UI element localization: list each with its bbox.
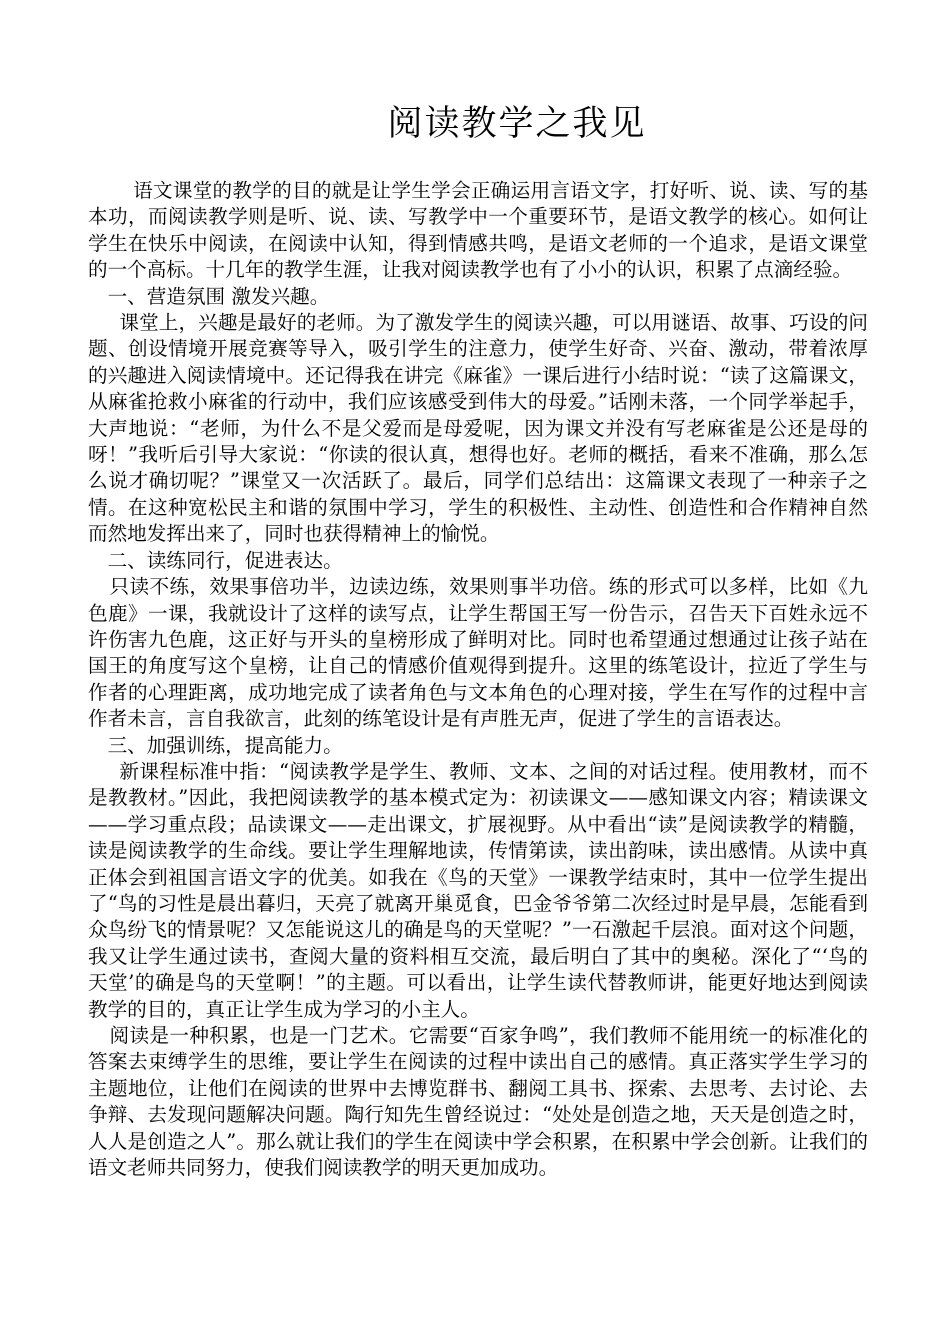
document-body [88, 178, 868, 1181]
section-3-paragraph: 新课程标准中指：“阅读教学是学生、教师、文本、之间的对话过程。使用教材，而不是教教材。”因此，我把阅读教学的基本模式定为：初读课文——感知课文内容；精读课文——学习重点段；品读课文——走出课文，扩展视野。从中看出“读”是阅读教学的精髓，读是阅读教学的生命线。要让学生理解地读，传情第读，读出韵味，读出感情。从读中真正体会到祖国言语文字的优美。如我在《鸟的天堂》一课教学结束时，其中一位学生提出了“鸟的习性是晨出暮归，天亮了就离开巢觅食，巴金爷爷第二次经过时是早晨，怎能看到众鸟纷飞的情景呢？又怎能说这儿的确是鸟的天堂呢？”一石激起千层浪。面对这个问题，我又让学生通过读书，查阅大量的资料相互交流，最后明白了其中的奥秘。深化了“‘鸟的天堂’的确是鸟的天堂啊！”的主题。可以看出，让学生读代替教师讲，能更好地达到阅读教学的目的，真正让学生成为学习的小主人。 [88, 759, 868, 1021]
conclusion-paragraph: 阅读是一种积累，也是一门艺术。它需要“百家争鸣”，我们教师不能用统一的标准化的答案去束缚学生的思维，要让学生在阅读的过程中读出自己的感情。真正落实学生学习的主题地位，让他们在阅读的世界中去博览群书、翻阅工具书、探索、去思考、去讨论、去争辩、去发现问题解决问题。陶行知先生曾经说过：“处处是创造之地，天天是创造之时，人人是创造之人”。那么就让我们的学生在阅读中学会积累，在积累中学会创新。让我们的语文老师共同努力，使我们阅读教学的明天更加成功。 [88, 1024, 868, 1180]
section-heading-2: 二、读练同行，促进表达。 [107, 548, 343, 572]
section-2-paragraph: 只读不练，效果事倍功半，边读边练，效果则事半功倍。练的形式可以多样，比如《九色鹿》一课，我就设计了这样的读写点，让学生帮国王写一份告示，召告天下百姓永远不许伤害九色鹿，这正好与开头的皇榜形成了鲜明对比。同时也希望通过想通过让孩子站在国王的角度写这个皇榜，让自己的情感价值观得到提升。这里的练笔设计，拉近了学生与作者的心理距离，成功地完成了读者角色与文本角色的心理对接，学生在写作的过程中言作者未言，言自我欲言，此刻的练笔设计是有声胜无声，促进了学生的言语表达。 [88, 575, 868, 731]
intro-paragraph: 语文课堂的教学的目的就是让学生学会正确运用言语文字，打好听、说、读、写的基本功，而阅读教学则是听、说、读、写教学中一个重要环节，是语文教学的核心。如何让学生在快乐中阅读，在阅读中认知，得到情感共鸣，是语文老师的一个追求，是语文课堂的一个高标。十几年的教学生涯，让我对阅读教学也有了小小的认识，积累了点滴经验。 [88, 179, 868, 282]
document-title: 阅读教学之我见 [387, 104, 647, 144]
section-1-paragraph: 课堂上，兴趣是最好的老师。为了激发学生的阅读兴趣，可以用谜语、故事、巧设的问题、创设情境开展竞赛等导入，吸引学生的注意力，使学生好奇、兴奋、激动，带着浓厚的兴趣进入阅读情境中。还记得我在讲完《麻雀》一课后进行小结时说：“读了这篇课文，从麻雀抢救小麻雀的行动中，我们应该感受到伟大的母爱。”话刚未落，一个同学举起手，大声地说：“老师，为什么不是父爱而是母爱呢，因为课文并没有写老麻雀是公还是母的呀！”我听后引导大家说：“你读的很认真，想得也好。老师的概括，看来不准确，那么怎么说才确切呢？”课堂又一次活跃了。最后，同学们总结出：这篇课文表现了一种亲子之情。在这种宽松民主和谐的氛围中学习，学生的积极性、主动性、创造性和合作精神自然而然地发挥出来了，同时也获得精神上的愉悦。 [88, 311, 868, 546]
section-heading-1: 一、营造氛围 激发兴趣。 [107, 284, 330, 308]
section-heading-3: 三、加强训练，提高能力。 [107, 733, 343, 757]
